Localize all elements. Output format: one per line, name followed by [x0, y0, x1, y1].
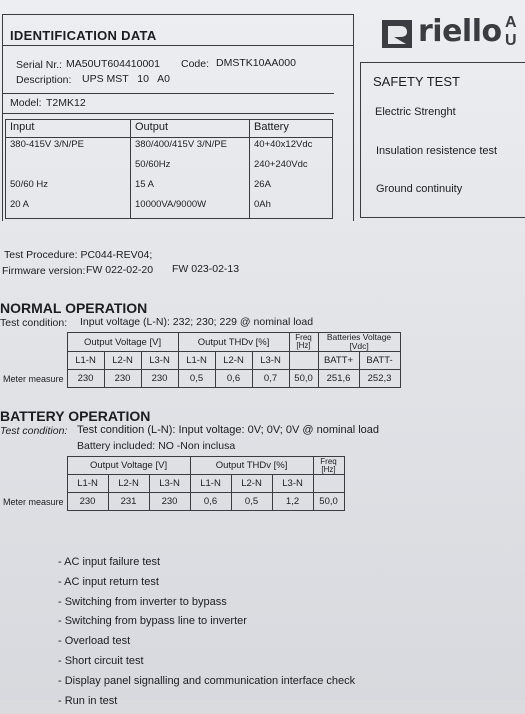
identification-title-rule	[2, 45, 354, 46]
battery-value: 1,2	[272, 493, 313, 511]
procedure-line: Test Procedure: PC044-REV04;	[4, 249, 153, 261]
brand-suffix-bottom: U	[505, 32, 517, 49]
ratings-header-row	[6, 120, 333, 138]
battery-value: 0,5	[231, 493, 272, 511]
battery-col-header: L3-N	[272, 475, 313, 493]
code-label: Code:	[181, 58, 210, 70]
battery-col-header	[313, 475, 344, 493]
battery-value: 231	[108, 493, 149, 511]
ratings-cell: 20 A	[6, 198, 131, 219]
safety-item: Electric Strenght	[375, 106, 456, 118]
ratings-cell: 50/60 Hz	[6, 178, 131, 198]
checklist-item: - AC input return test	[58, 575, 159, 588]
model-value: T2MK12	[46, 97, 86, 109]
normal-col-header: L3-N	[252, 352, 289, 370]
battery-value: 0,6	[190, 493, 231, 511]
normal-operation-title: NORMAL OPERATION	[0, 300, 148, 316]
battery-value: 230	[149, 493, 190, 511]
checklist-item: - Overload test	[58, 635, 131, 648]
normal-value: 0,5	[178, 370, 215, 388]
battery-col-header: L2-N	[231, 475, 272, 493]
normal-col-header: L1-N	[67, 352, 104, 370]
ratings-cell: 15 A	[131, 178, 250, 198]
battery-col-header: L3-N	[149, 475, 190, 493]
normal-col-header: BATT+	[318, 352, 359, 370]
firmware-version-1: FW 022-02-20	[86, 264, 154, 276]
ratings-row	[6, 158, 333, 178]
normal-value: 50,0	[289, 370, 318, 388]
checklist-item: - Short circuit test	[58, 654, 144, 667]
ratings-cell: 380/400/415V 3/N/PE	[131, 138, 250, 159]
identification-top-rule	[2, 14, 354, 15]
ratings-header-input: Input	[6, 120, 131, 138]
checklist-item: - Switching from bypass line to inverter	[58, 615, 247, 628]
code-value: DMSTK10AA000	[216, 57, 296, 69]
normal-value: 252,3	[359, 370, 400, 388]
brand-name: riello	[418, 14, 502, 49]
ratings-cell: 240+240Vdc	[250, 158, 333, 178]
battery-value: 230	[67, 493, 108, 511]
normal-col-header: L3-N	[141, 352, 178, 370]
normal-col-header	[289, 352, 318, 370]
ratings-row	[6, 178, 333, 198]
serial-value: MA50UT604410001	[66, 58, 160, 70]
firmware-version-2: FW 023-02-13	[172, 263, 240, 275]
normal-col-header: L2-N	[104, 352, 141, 370]
normal-group-header: Batteries Voltage [Vdc]	[318, 333, 400, 352]
test-checklist	[58, 556, 355, 714]
ratings-row	[6, 138, 333, 159]
safety-item: Insulation resistence test	[376, 145, 498, 157]
normal-col-header-row	[0, 352, 400, 370]
identification-title: IDENTIFICATION DATA	[10, 28, 157, 43]
model-label: Model:	[10, 97, 42, 109]
ratings-cell: 50/60Hz	[131, 158, 250, 178]
ratings-table	[5, 119, 333, 219]
description-value: UPS MST 10 A0	[82, 73, 170, 85]
ratings-header-battery: Battery	[250, 120, 333, 138]
battery-group-header: Output Voltage [V]	[67, 457, 190, 475]
normal-col-header: BATT-	[359, 352, 400, 370]
ratings-cell: 10000VA/9000W	[131, 198, 250, 219]
battery-measure-row	[0, 493, 344, 511]
ratings-cell: 0Ah	[250, 198, 333, 219]
battery-col-header-row	[0, 475, 344, 493]
battery-value: 50,0	[313, 493, 344, 511]
battery-operation-title: BATTERY OPERATION	[0, 408, 151, 424]
normal-value: 251,6	[318, 370, 359, 388]
normal-group-header: Output Voltage [V]	[67, 333, 178, 352]
checklist-item: - AC input failure test	[58, 556, 161, 568]
battery-group-header: Freq [Hz]	[313, 457, 344, 475]
battery-col-header: L2-N	[108, 475, 149, 493]
battery-group-header-row	[0, 457, 344, 475]
normal-value: 0,7	[252, 370, 289, 388]
ratings-cell: 26A	[250, 178, 333, 198]
ratings-cell: 40+40x12Vdc	[250, 138, 333, 159]
normal-row-label: Meter measure	[3, 373, 64, 384]
normal-value: 230	[141, 370, 178, 388]
checklist-item: - Display panel signalling and communication interface check	[58, 674, 356, 687]
ratings-row	[6, 198, 333, 219]
normal-group-header-row	[0, 333, 400, 352]
battery-condition-value: Test condition (L-N): Input voltage: 0V; 0V; 0V @ nominal load	[77, 424, 380, 436]
ratings-cell: 380-415V 3/N/PE	[6, 138, 131, 159]
safety-item: Ground continuity	[376, 183, 463, 195]
battery-included: Battery included: NO -Non inclusa	[77, 440, 236, 452]
battery-group-header: Output THDv [%]	[190, 457, 313, 475]
normal-col-header: L1-N	[178, 352, 215, 370]
checklist-item: - Switching from inverter to bypass	[58, 595, 227, 608]
normal-value: 230	[104, 370, 141, 388]
normal-group-header: Output THDv [%]	[178, 333, 289, 352]
normal-operation-table	[0, 332, 401, 388]
checklist-item: - Run in test	[58, 694, 118, 707]
description-label: Description:	[16, 74, 72, 86]
normal-group-header: Freq [Hz]	[289, 333, 318, 352]
normal-condition-value: Input voltage (L-N): 232; 230; 229 @ nominal load	[80, 316, 314, 328]
model-rule	[2, 93, 334, 94]
firmware-label: Firmware version:	[2, 265, 86, 277]
normal-value: 230	[67, 370, 104, 388]
ratings-cell	[6, 158, 131, 178]
riello-logo-icon	[380, 18, 414, 50]
battery-row-label: Meter measure	[3, 496, 64, 507]
serial-label: Serial Nr.:	[16, 59, 63, 71]
normal-measure-row	[0, 370, 400, 388]
battery-operation-table	[0, 456, 345, 511]
model-bottom-rule	[2, 113, 334, 114]
battery-col-header: L1-N	[190, 475, 231, 493]
normal-condition-label: Test condition:	[0, 317, 68, 329]
ratings-header-output: Output	[131, 120, 250, 138]
normal-col-header: L2-N	[215, 352, 252, 370]
brand-suffix-top: A	[505, 14, 517, 31]
battery-col-header: L1-N	[67, 475, 108, 493]
battery-condition-label: Test condition:	[0, 425, 68, 437]
safety-title: SAFETY TEST	[373, 74, 460, 89]
normal-value: 0,6	[215, 370, 252, 388]
